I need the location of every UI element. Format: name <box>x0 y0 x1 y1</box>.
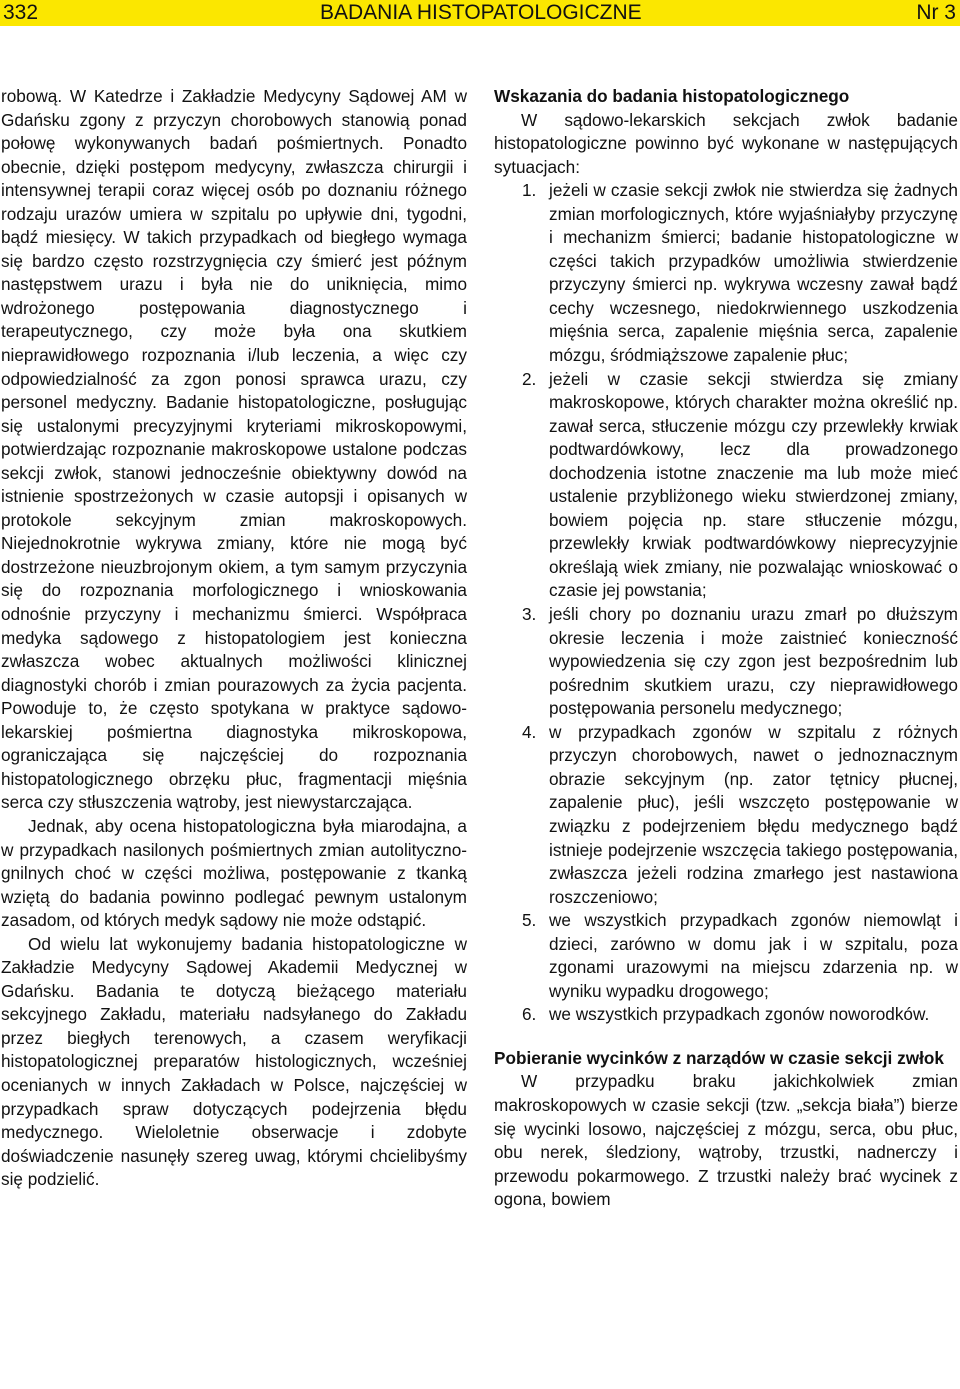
list-item <box>494 1003 958 1027</box>
list-number: 2. <box>522 368 537 389</box>
list-item <box>494 721 958 909</box>
indications-list <box>494 179 958 1027</box>
section-heading: Pobieranie wycinków z narządów w czasie sekcji zwłok <box>494 1047 944 1068</box>
section-intro: W sądowo-lekarskich sekcjach zwłok badanie histopatologiczne powinno być wykonane w następujących sytuacjach: <box>494 109 958 177</box>
list-item <box>494 909 958 1003</box>
page-header <box>0 0 960 26</box>
body-paragraph: Od wielu lat wykonujemy badania histopatologiczne w Zakładzie Medycyny Sądowej Akademii Medycznej w Gdańsku. Badania te dotyczą bieżącego materiału sekcyjnego Zakładu, materiału nadsyłanego do Zakładu przez biegłych terenowych, a czasem weryfikacji histopatologicznej preparatów histologicznych, wcześniej ocenianych w innych Zakładach w Polsce, najczęściej w przypadkach spraw dotyczących podejrzenia błędu medycznego. Wieloletnie obserwacje i zdobyte doświadczenie nasunęły szereg uwag, którymi chcielibyśmy się podzielić. <box>1 933 467 1190</box>
list-item-text: we wszystkich przypadkach zgonów niemowląt i dzieci, zarówno w domu jak i w szpitalu, poza zgonami urazowymi na miejscu zdarzenia np. w wyniku wypadku drogowego; <box>549 910 958 1001</box>
list-number: 5. <box>522 910 537 931</box>
list-number: 6. <box>522 1004 537 1025</box>
list-item-text: we wszystkich przypadkach zgonów noworodków. <box>549 1004 930 1025</box>
list-item-text: jeżeli w czasie sekcji zwłok nie stwierdza się żadnych zmian morfologicznych, które wyjaśniałyby przyczynę i mechanizm śmierci; badanie histopatologiczne w części takich przypadków umożliwia stwierdzenie przyczyny śmierci np. wykrywa wczesny zawał bądź cechy wczesnego, niedokrwiennego uszkodzenia mięśnia serca, zapalenie mięśnia serca, zapalenie mózgu, śródmiąższowe zapalenie płuc; <box>549 180 958 366</box>
issue-number: Nr 3 <box>916 1 956 24</box>
section-heading: Wskazania do badania histopatologicznego <box>494 86 850 106</box>
list-number: 1. <box>522 180 537 201</box>
section-spacer <box>494 1027 958 1047</box>
list-number: 4. <box>522 721 537 742</box>
page-number: 332 <box>3 1 39 24</box>
running-title: BADANIA HISTOPATOLOGICZNE <box>320 1 642 24</box>
list-item <box>494 603 958 721</box>
list-item <box>494 368 958 603</box>
left-column <box>1 85 467 1192</box>
list-number: 3. <box>522 604 537 625</box>
body-paragraph: W przypadku braku jakichkolwiek zmian makroskopowych w czasie sekcji (tzw. „sekcja biała”) bierze się wycinki losowo, najczęściej z mózgu, serca, obu płuc, obu nerek, śledziony, wątroby, trzustki, nadnerczy i przewodu pokarmowego. Z trzustki należy brać wycinek z ogona, bowiem <box>494 1071 958 1210</box>
body-paragraph: robową. W Katedrze i Zakładzie Medycyny Sądowej AM w Gdańsku zgony z przyczyn chorobowych stanowią ponad połowę wykonywanych badań pośmiertnych. Ponadto obecnie, dzięki postępom medycyny, zwłaszcza chirurgii i intensywnej terapii coraz więcej osób po doznaniu różnego rodzaju urazów umiera w szpitalu po upływie dni, tygodni, bądź miesięcy. W takich przypadkach od biegłego wymaga się bardzo często rozstrzygnięcia czy śmierć jest późnym następstwem urazu i była nie do uniknięcia, mimo wdrożonego postępowania diagnostycznego i terapeutycznego, czy może była ona skutkiem nieprawidłowego rozpoznania i/lub leczenia, a więc czy odpowiedzialność za zgon ponosi sprawca urazu, czy personel medyczny. Badanie histopatologiczne, posługując się ustalonymi precyzyjnymi kryteriami mikroskopowymi, potwierdzając rozpoznanie makroskopowe ustalone podczas sekcji zwłok, stanowi jednocześnie obiektywny dowód na istnienie spostrzeżonych w czasie autopsji i opisanych w protokole sekcyjnym zmian makroskopowych. Niejednokrotnie wykrywa zmiany, które nie mogą być dostrzeżone nieuzbrojonym okiem, a tym samym przyczynia się do rozpoznania morfologicznego i wnioskowania odnośnie przyczyny i mechanizmu śmierci. Współpraca medyka sądowego z histopatologiem jest konieczna zwłaszcza wobec aktualnych możliwości klinicznej diagnostyki chorób i zmian pourazowych za życia pacjenta. Powoduje to, że często spotykana w praktyce sądowo-lekarskiej pośmiertna diagnostyka mikroskopowa, ograniczająca się najczęściej do rozpoznania histopatologicznego obrzęku płuc, fragmentacji mięśnia serca czy stłuszczenia wątroby, jest niewystarczająca. <box>1 86 467 813</box>
list-item-text: jeżeli w czasie sekcji stwierdza się zmiany makroskopowe, których charakter można określić np. zawał serca, stłuczenie mózgu czy przewlekły krwiak podtwardówkowy, lecz dla prowadzonego dochodzenia istotne znaczenie ma lub może mieć ustalenie przybliżonego wieku stwierdzonej zmiany, bowiem pojęcia np. stare stłuczenie mózgu, przewlekły krwiak podtwardówkowy nieprecyzyjnie określają wiek zmiany, nie pozwalając wnioskować o czasie jej powstania; <box>549 368 958 601</box>
list-item <box>494 179 958 367</box>
list-item-text: w przypadkach zgonów w szpitalu z różnych przyczyn chorobowych, nawet o jednoznacznym obrazie sekcyjnym (np. zator tętnicy płucnej, zapalenie płuc), jeśli wszczęto postępowanie w związku z podejrzeniem błędu medycznego bądź istnieje podejrzenie wszczęcia takiego postępowania, zwłaszcza jeżeli rodzina zmarłego jest nastawiona roszczeniowo; <box>549 721 958 907</box>
body-paragraph: Jednak, aby ocena histopatologiczna była miarodajna, a w przypadkach nasilonych pośmiertnych zmian autolityczno-gnilnych choć w części możliwa, postępowanie z tkanką wziętą do badania powinno podlegać pewnym ustalonym zasadom, od których medyk sądowy nie może odstąpić. <box>1 815 467 931</box>
right-column <box>494 85 958 1212</box>
list-item-text: jeśli chory po doznaniu urazu zmarł po dłuższym okresie leczenia i może zaistnieć konieczność wypowiedzenia się czy zgon jest bezpośrednim lub pośrednim skutkiem urazu, czy nieprawidłowego postępowania personelu medycznego; <box>549 604 958 719</box>
